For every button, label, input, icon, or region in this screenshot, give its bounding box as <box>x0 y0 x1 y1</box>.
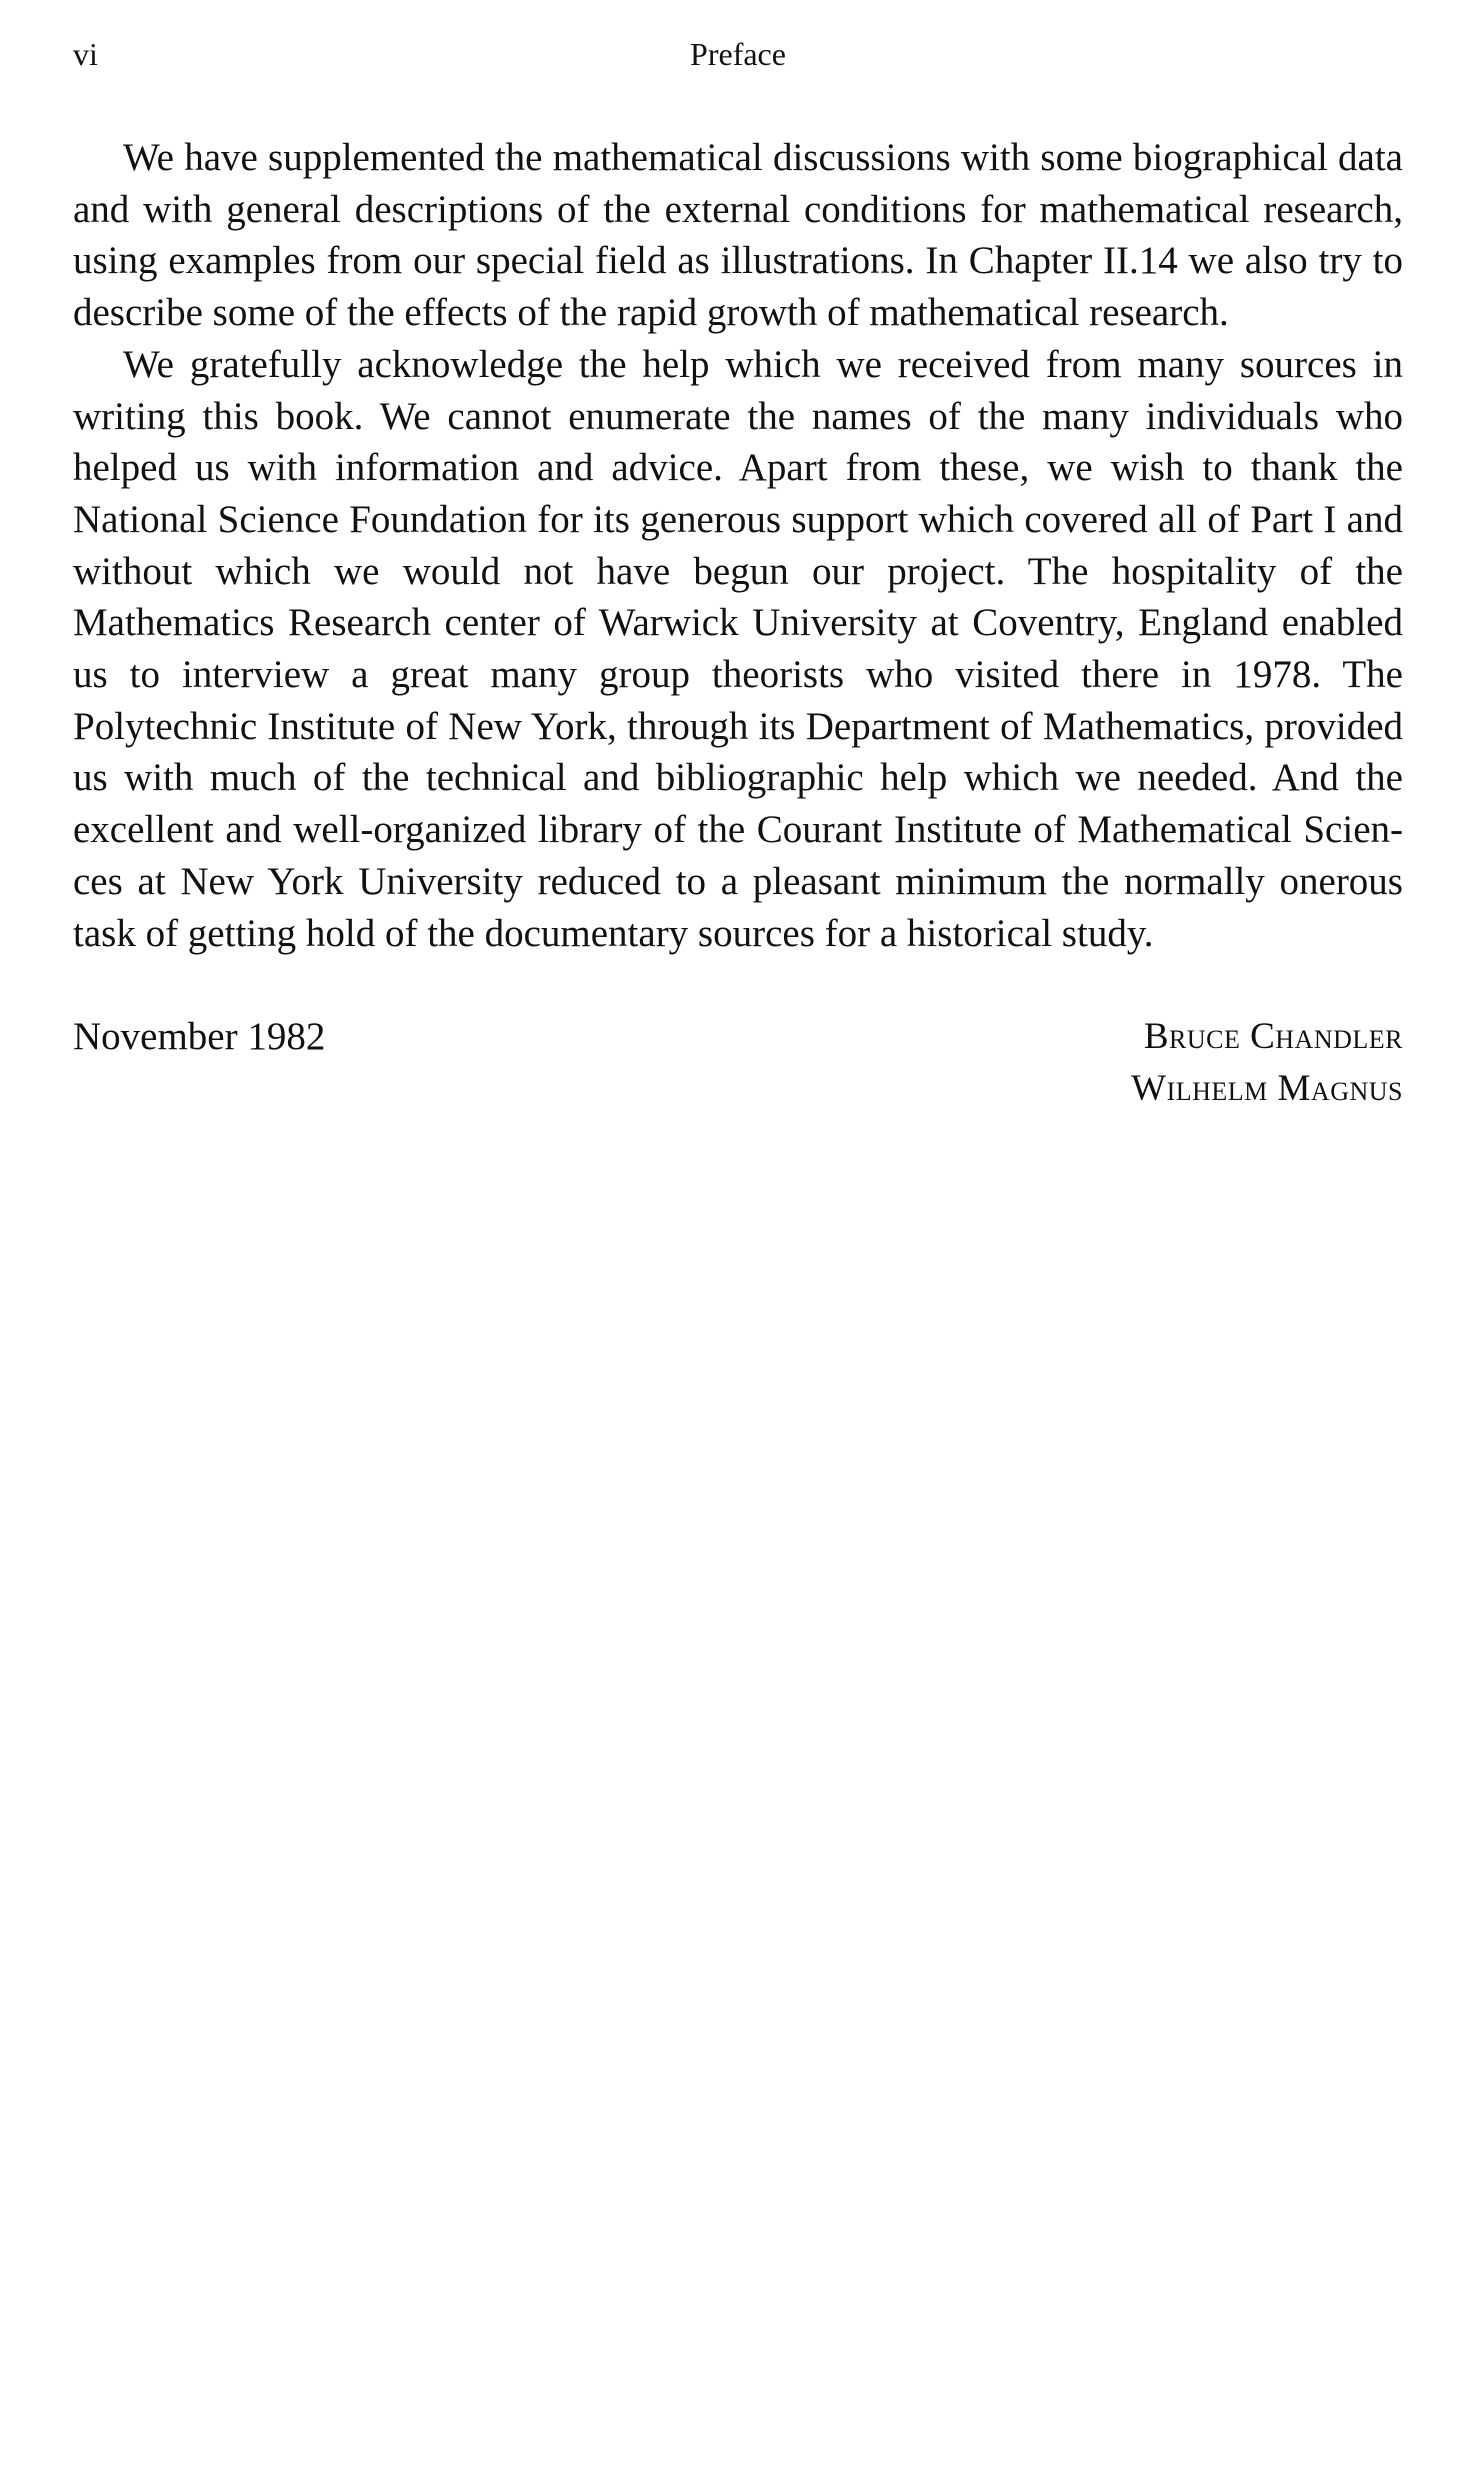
running-title: Preface <box>690 36 786 72</box>
paragraph-acknowledgements: We gratefully acknowledge the help which we received from many sources in writing this book. We cannot enumerate the names of the many individuals who helped us with information and advice. Apart from these, we wish to thank the National Science Foundation for its generous support which covered all of Part I and without which we would not have begun our project. The hospitality of the Mathematics Research center of Warwick University at Coventry, England enabled us to interview a great many group theorists who visited there in 1978. The Polytechnic Institute of New York, through its Department of Mathematics, provided us with much of the technical and bibliographic help which we needed. And the excellent and well-organized library of the Courant Institute of Mathematical Sciences at New York University reduced to a pleasant minimum the normally onerous task of getting hold of the documentary sources for a historical study. <box>73 342 1403 955</box>
signoff <box>73 1011 1403 1121</box>
author-name: Bruce Chandler <box>1143 1016 1403 1058</box>
page-number: vi <box>73 36 98 72</box>
book-page <box>73 0 1403 1121</box>
author-name: Wilhelm Magnus <box>1131 1067 1403 1109</box>
paragraph-supplemented: We have supplemented the mathematical discussions with some biographical data and with general descriptions of the external conditions for mathematical research, using examples from our special field as illustrations. In Chapter II.14 we also try to describe some of the effects of the rapid growth of mathematical research. <box>73 136 1403 335</box>
author-list <box>1131 1011 1403 1114</box>
signoff-date: November 1982 <box>73 1015 326 1059</box>
preface-body <box>73 132 1403 959</box>
running-head <box>73 0 1403 110</box>
